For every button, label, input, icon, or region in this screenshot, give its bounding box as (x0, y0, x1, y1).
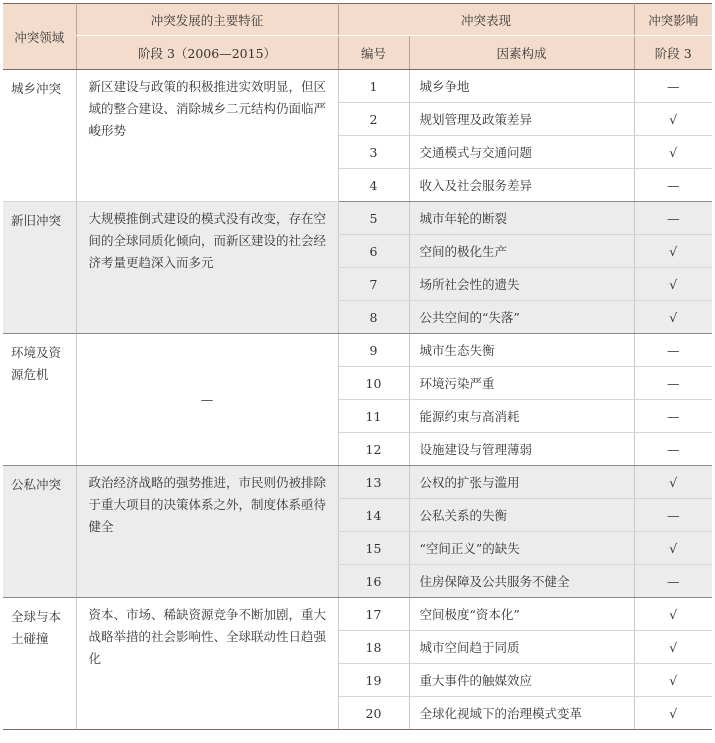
row-number: 12 (338, 433, 409, 466)
impact-cell: — (634, 334, 712, 367)
impact-cell: √ (634, 664, 712, 697)
impact-cell: √ (634, 235, 712, 268)
row-number: 3 (338, 136, 409, 169)
header-features: 冲突发展的主要特征 (76, 4, 338, 36)
row-number: 1 (338, 70, 409, 103)
factor-cell: 住房保障及公共服务不健全 (409, 565, 634, 598)
factor-cell: 城乡争地 (409, 70, 634, 103)
impact-cell: — (634, 202, 712, 235)
factor-cell: 城市生态失衡 (409, 334, 634, 367)
row-number: 7 (338, 268, 409, 301)
conflict-area-cell: 新旧冲突 (3, 202, 76, 334)
row-number: 15 (338, 532, 409, 565)
row-number: 19 (338, 664, 409, 697)
impact-cell: √ (634, 598, 712, 631)
factor-cell: 公权的扩张与滥用 (409, 466, 634, 499)
factor-cell: 空间的极化生产 (409, 235, 634, 268)
conflict-area-cell: 公私冲突 (3, 466, 76, 598)
table-row (3, 70, 712, 103)
impact-cell: — (634, 565, 712, 598)
header-factor: 因素构成 (409, 36, 634, 70)
factor-cell: 空间极度“资本化” (409, 598, 634, 631)
row-number: 5 (338, 202, 409, 235)
impact-cell: — (634, 70, 712, 103)
factor-cell: 能源约束与高消耗 (409, 400, 634, 433)
feature-cell: 新区建设与政策的积极推进实效明显，但区域的整合建设、消除城乡二元结构仍面临严峻形势 (76, 70, 338, 202)
factor-cell: 重大事件的触媒效应 (409, 664, 634, 697)
header-impact-stage: 阶段 3 (634, 36, 712, 70)
header-impact: 冲突影响 (634, 4, 712, 36)
table-body (3, 70, 712, 730)
factor-cell: 环境污染严重 (409, 367, 634, 400)
conflict-table (3, 3, 712, 730)
factor-cell: 城市年轮的断裂 (409, 202, 634, 235)
factor-cell: 公共空间的“失落” (409, 301, 634, 334)
row-number: 9 (338, 334, 409, 367)
impact-cell: — (634, 499, 712, 532)
header-features-stage: 阶段 3（2006—2015） (76, 36, 338, 70)
impact-cell: √ (634, 268, 712, 301)
impact-cell: — (634, 169, 712, 202)
factor-cell: 公私关系的失衡 (409, 499, 634, 532)
row-number: 8 (338, 301, 409, 334)
impact-cell: — (634, 400, 712, 433)
feature-cell: — (76, 334, 338, 466)
row-number: 13 (338, 466, 409, 499)
factor-cell: 规划管理及政策差异 (409, 103, 634, 136)
row-number: 6 (338, 235, 409, 268)
header-row-1 (3, 4, 712, 36)
impact-cell: — (634, 367, 712, 400)
impact-cell: √ (634, 631, 712, 664)
row-number: 18 (338, 631, 409, 664)
feature-cell: 大规模推倒式建设的模式没有改变，存在空间的全球同质化倾向，而新区建设的社会经济考量更趋深入而多元 (76, 202, 338, 334)
header-row-2 (3, 36, 712, 70)
header-area: 冲突领域 (3, 4, 76, 70)
conflict-area-cell: 城乡冲突 (3, 70, 76, 202)
row-number: 20 (338, 697, 409, 730)
row-number: 17 (338, 598, 409, 631)
header-number: 编号 (338, 36, 409, 70)
conflict-area-cell: 环境及资源危机 (3, 334, 76, 466)
impact-cell: — (634, 433, 712, 466)
row-number: 4 (338, 169, 409, 202)
table-row (3, 334, 712, 367)
impact-cell: √ (634, 697, 712, 730)
row-number: 2 (338, 103, 409, 136)
factor-cell: 场所社会性的遗失 (409, 268, 634, 301)
row-number: 11 (338, 400, 409, 433)
impact-cell: √ (634, 466, 712, 499)
impact-cell: √ (634, 136, 712, 169)
table-row (3, 466, 712, 499)
impact-cell: √ (634, 532, 712, 565)
impact-cell: √ (634, 103, 712, 136)
factor-cell: 全球化视域下的治理模式变革 (409, 697, 634, 730)
feature-cell: 政治经济战略的强势推进，市民则仍被排除于重大项目的决策体系之外，制度体系亟待健全 (76, 466, 338, 598)
row-number: 14 (338, 499, 409, 532)
table-row (3, 202, 712, 235)
feature-cell: 资本、市场、稀缺资源竞争不断加剧，重大战略举措的社会影响性、全球联动性日趋强化 (76, 598, 338, 730)
conflict-area-cell: 全球与本土碰撞 (3, 598, 76, 730)
factor-cell: “空间正义”的缺失 (409, 532, 634, 565)
table-row (3, 598, 712, 631)
factor-cell: 设施建设与管理薄弱 (409, 433, 634, 466)
row-number: 10 (338, 367, 409, 400)
factor-cell: 城市空间趋于同质 (409, 631, 634, 664)
header-manifestation: 冲突表现 (338, 4, 634, 36)
row-number: 16 (338, 565, 409, 598)
factor-cell: 收入及社会服务差异 (409, 169, 634, 202)
impact-cell: √ (634, 301, 712, 334)
factor-cell: 交通模式与交通问题 (409, 136, 634, 169)
